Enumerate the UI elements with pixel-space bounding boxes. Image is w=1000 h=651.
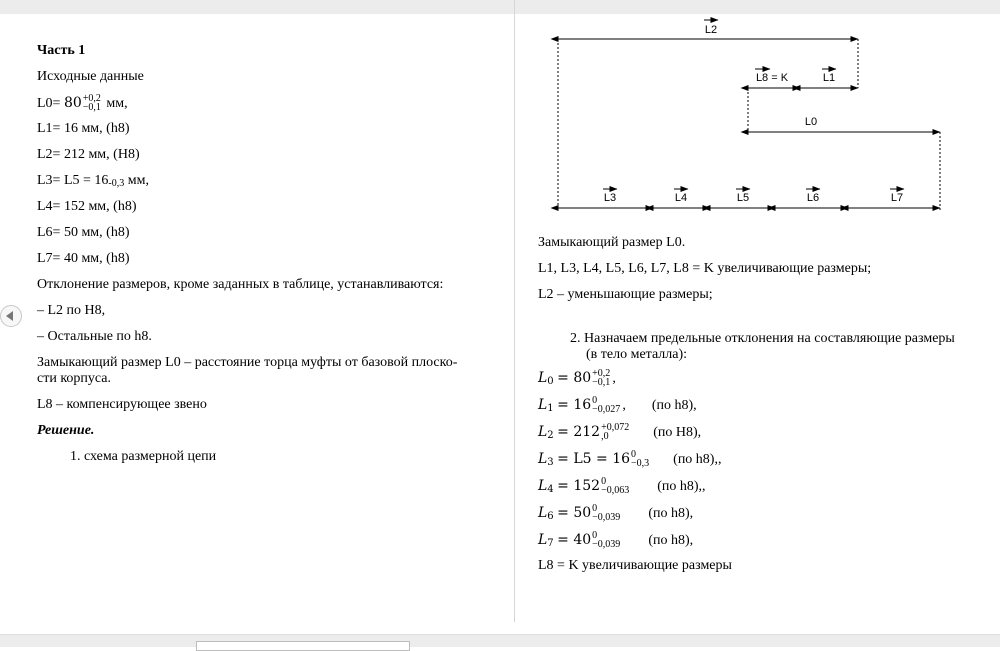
l3-line: L3= L5 = 16-0,3 мм,: [37, 173, 149, 189]
l1-line: L1= 16 мм, (h8): [37, 121, 130, 136]
label-l4: L4: [674, 192, 688, 204]
closing-size: Замыкающий размер L0.: [538, 235, 686, 250]
deviation-rest: – Остальные по h8.: [37, 329, 152, 344]
l4-line: L4= 152 мм, (h8): [37, 199, 137, 214]
formula-l3: L3 = L5 = 16 0 −0,3 (по h8),,: [538, 448, 722, 469]
label-l7: L7: [890, 192, 904, 204]
closing-description: Замыкающий размер L0 – расстояние торца муфты от базовой плоско- сти корпуса.: [37, 355, 458, 386]
label-l1: L1: [822, 72, 836, 84]
prev-page-arrow-icon[interactable]: [0, 305, 22, 327]
deviation-note: Отклонение размеров, кроме заданных в таблице, устанавливаются:: [37, 277, 444, 292]
formula-l6: L6 = 50 0 −0,039 (по h8),: [538, 502, 694, 523]
step-2-line-1: 2. Назначаем предельные отклонения на составляющие размеры: [570, 331, 955, 346]
formula-l0: L0 = 80 +0,2 −0,1 ,: [538, 367, 616, 388]
dimension-chain-diagram: [550, 15, 950, 215]
deviation-l2: – L2 по H8,: [37, 303, 106, 318]
solution-heading: Решение.: [37, 423, 95, 438]
page-input-field[interactable]: [196, 641, 410, 651]
left-column: [37, 43, 507, 475]
l6-line: L6= 50 мм, (h8): [37, 225, 130, 240]
compensator-note: L8 – компенсирующее звено: [37, 397, 207, 412]
increasing-sizes: L1, L3, L4, L5, L6, L7, L8 = K увеличивающие размеры;: [538, 261, 872, 276]
formula-l1: L1 = 16 0 −0,027 , (по h8),: [538, 394, 697, 415]
step-2-line-2: (в тело металла):: [586, 347, 688, 362]
step-1: 1. схема размерной цепи: [70, 449, 217, 464]
l7-line: L7= 40 мм, (h8): [37, 251, 130, 266]
decreasing-sizes: L2 – уменьшающие размеры;: [538, 287, 713, 302]
label-l8: L8 = K: [755, 72, 789, 84]
formula-l2: L2 = 212 +0,072 ,0 (по H8),: [538, 421, 702, 442]
l0-line: L0= 80 +0,2 −0,1 мм,: [37, 93, 128, 113]
formula-l4: L4 = 152 0 −0,063 (по h8),,: [538, 475, 706, 496]
l2-line: L2= 212 мм, (H8): [37, 147, 140, 162]
label-l3: L3: [603, 192, 617, 204]
formula-l7: L7 = 40 0 −0,039 (по h8),: [538, 529, 694, 550]
label-l5: L5: [736, 192, 750, 204]
final-note: L8 = K увеличивающие размеры: [538, 558, 732, 573]
right-column: [538, 235, 998, 584]
input-heading: Исходные данные: [37, 69, 144, 84]
bottom-bar: [0, 634, 1000, 647]
top-bar: [0, 0, 1000, 14]
label-l2: L2: [704, 24, 718, 36]
label-l0: L0: [804, 116, 818, 128]
label-l6: L6: [806, 192, 820, 204]
part-title: Часть 1: [37, 43, 86, 58]
column-divider: [514, 0, 515, 622]
